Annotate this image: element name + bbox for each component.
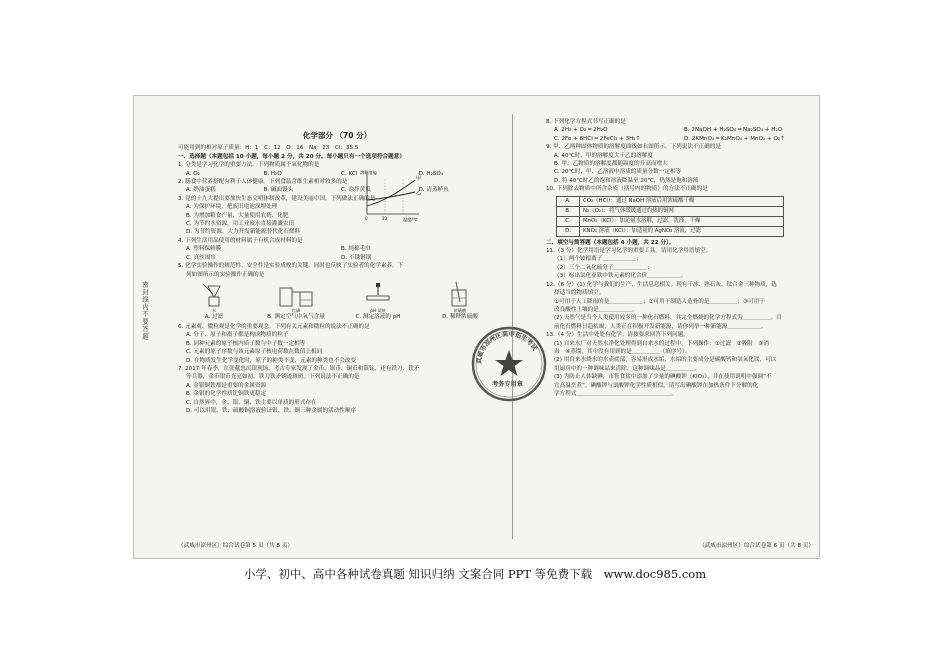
table-option-method: MnO₂（KCl）：加足量水溶解，过滤，洗涤，干燥 bbox=[580, 216, 784, 226]
lab-figure-label: C. 测定溶液的 pH bbox=[355, 313, 401, 320]
question-line: C. 为节约水资源，用工业废水直接灌溉农田 bbox=[186, 221, 295, 228]
lab-figure-note: 浓硫酸 bbox=[453, 307, 467, 313]
question-line: (1) 自来水厂对天然水净化处理得到自来水的过程中，下列操作：①过滤 ②吸附 ③消 bbox=[554, 340, 769, 347]
answer-option: A. 2H₂ + O₂ ═ 2H₂O bbox=[554, 127, 608, 134]
answer-option: C. 2Fe + 6HCl ═ 2FeCl₃ + 3H₂↑ bbox=[554, 135, 641, 142]
answer-option: C. 真丝围巾 bbox=[186, 254, 216, 261]
question-line: 学方程式＿＿＿＿＿＿＿＿＿＿＿＿＿＿＿＿＿。 bbox=[554, 390, 678, 397]
lab-figure-label: D. 稀释浓硫酸 bbox=[442, 313, 478, 320]
question-line: C. 自然界中，金、银、铜、铁主要以单质的形式存在 bbox=[186, 399, 317, 406]
curve-jia bbox=[367, 180, 415, 206]
page6-questions bbox=[546, 118, 814, 398]
question-line: 可能用到的相对原子质量：H：1 C：12 O：16 Na：23 Cl：35.5 bbox=[178, 145, 359, 152]
table-option-method: N₂（O₂）：将气体缓缓通过灼热的铜网 bbox=[580, 206, 784, 216]
answer-options bbox=[546, 135, 814, 143]
lab-operation-figures bbox=[178, 281, 496, 321]
table-option-key: A. bbox=[557, 196, 580, 206]
lab-figure bbox=[260, 282, 332, 321]
graph-xlabel: 温度/℃ bbox=[403, 217, 418, 222]
question-line: (2) 天然气是当今人类使用较多的一种化石燃料，其完全燃烧的化学方程式为＿＿＿＿＿。目 bbox=[554, 315, 782, 322]
page5-footer-text: （武威市凉州区）综合试卷第 5 页（共 8 页） bbox=[178, 542, 293, 549]
page6-footer-text: （武威市凉州区）综合试卷第 6 页（共 8 页） bbox=[699, 542, 814, 549]
answer-option: C. KCl bbox=[341, 170, 358, 177]
lab-figure bbox=[342, 282, 414, 321]
impurity-removal-table bbox=[556, 196, 784, 237]
question-line: A. 为保护环境，把废旧电池深埋处理 bbox=[186, 204, 278, 211]
lab-figure-note: 红磷 bbox=[291, 307, 301, 313]
official-seal-stamp bbox=[469, 324, 549, 404]
page5-questions bbox=[178, 144, 496, 415]
question-line: (3) 为防止人体缺碘，市售食盐中添加了少量的碘酸钾（KIO₃），并在使用说明中强调“不 bbox=[554, 374, 772, 381]
question-line: 2. 膳食中营养搭配有利于人体健康。下列食品含维生素相对较多的是 bbox=[178, 179, 348, 186]
question-line: 用厨房中的一种调味品来清除，这种调味品是＿＿＿＿＿。 bbox=[554, 365, 700, 372]
question-line: B. 金银的化学性质比铜铁更稳定 bbox=[186, 391, 267, 398]
question-line: （2）三个二氧化硫分子＿＿＿＿＿＿； bbox=[554, 264, 653, 271]
question-line: 二、填空与简答题（本题包括 4 小题，共 22 分）。 bbox=[546, 239, 675, 246]
curve-label-2: 乙 bbox=[416, 190, 422, 196]
answer-option: D. 2KMnO₄ ═ K₂MnO₄ + MnO₂ + O₂↑ bbox=[684, 135, 785, 142]
section-title: 化学部分 （70 分） bbox=[302, 131, 372, 140]
table-row bbox=[557, 226, 784, 236]
answer-option: B. 碱面馒头 bbox=[263, 187, 294, 194]
graph-ylabel: 溶解度/g bbox=[360, 170, 377, 175]
answer-option: B. H₂O bbox=[263, 170, 282, 177]
question-line: 等兵器，金币银币光亮如初，铁刀铁矛锈迹斑斑。下列说法不正确的是 bbox=[186, 374, 360, 381]
seal-line-notice: 密封线内不要答题 bbox=[141, 281, 149, 341]
question-line: D. 在物质发生化学变化时，原子的种类不变，元素的种类也不会改变 bbox=[186, 357, 357, 364]
table-option-key: D. bbox=[557, 226, 580, 236]
answer-option: D. 不锈钢锅 bbox=[341, 254, 372, 261]
page5-footer bbox=[178, 542, 496, 550]
question-line: 11.（3 分）化学用语是学习化学的重要工具。请用化学用语填空。 bbox=[546, 248, 712, 255]
table-option-key: C. bbox=[557, 216, 580, 226]
stamp-text: 武威市凉州区高中招生考试 bbox=[475, 330, 539, 365]
page6-footer bbox=[546, 542, 814, 550]
question-line: 毒 ④蒸馏，其中没有用到的是＿＿＿＿＿（填序号）。 bbox=[554, 348, 691, 355]
question-line: B. 为增加粮食产量，大量使用农药、化肥 bbox=[186, 212, 289, 219]
tick-20: 20 bbox=[382, 216, 388, 221]
question-line: A. 分子、原子和离子都是构成物质的粒子 bbox=[186, 332, 289, 339]
answer-options bbox=[178, 186, 496, 194]
question-line: 13.（4 分）生活中处处有化学。请按要求回答下列问题。 bbox=[546, 332, 689, 339]
question-line: (2) 用自来水烧水的水壶底部，容易形成水垢，水垢的主要成分是碳酸钙和氢氧化镁，可以 bbox=[554, 357, 777, 364]
answer-option: D. H₂SO₄ bbox=[418, 170, 444, 177]
exam-page-5 bbox=[178, 96, 496, 558]
answer-option: A. O₂ bbox=[186, 170, 200, 177]
question-line: 10. 下列除去物质中所含杂质（括号内的物质）的方法不正确的是 bbox=[546, 186, 708, 193]
lab-figure-note: 水 bbox=[211, 307, 217, 313]
question-line: 前化石燃料日趋枯竭，人类正在积极开发新能源，请你列举一种新能源＿＿＿＿＿＿。 bbox=[554, 323, 767, 330]
question-line: A. 40℃时，甲的溶解度大于乙的溶解度 bbox=[554, 152, 653, 159]
question-line: 一、选择题（本题包括 10 小题，每小题 2 分，共 20 分。每小题只有一个选项符合题意） bbox=[178, 153, 405, 160]
table-option-key: B. bbox=[557, 206, 580, 216]
download-watermark: 小学、初中、高中各种试卷真题 知识归纳 文案合同 PPT 等免费下载 www.doc985.com bbox=[243, 567, 707, 581]
question-line: A. 金银铜铁都是重要的金属资源 bbox=[186, 382, 267, 389]
question-line: 7. 2017 年春季，在张献忠沉银现场，考古专家发现了金币、银币、铜币和银锭，还有铁刀、铁矛 bbox=[178, 365, 420, 372]
lab-figure-note: pH 试纸 bbox=[370, 307, 386, 313]
table-row bbox=[557, 216, 784, 226]
question-line: 宜高温烹煮”。碘酸钾与氯酸钾化学性质相似，请写出碘酸钾在加热条件下分解的化 bbox=[554, 382, 759, 389]
question-line: ①可用于人工降雨的是＿＿＿＿＿＿；②可用于制造人造骨的是＿＿＿＿＿；③可用于 bbox=[554, 298, 765, 305]
lab-figure bbox=[178, 282, 250, 321]
question-line: 12.（6 分）(1) 化学与我们的生产、生活息息相关。现有干冰、熟石灰、钛合金三种物质，选 bbox=[546, 281, 777, 288]
curve-label-1: 甲 bbox=[416, 176, 422, 182]
solubility-curve-graph bbox=[359, 168, 425, 222]
lab-figure bbox=[424, 282, 496, 321]
answer-options bbox=[178, 254, 496, 262]
lab-figure-label: B. 测定空气中氧气含量 bbox=[267, 313, 325, 320]
scanned-exam-sheet bbox=[133, 95, 820, 559]
question-line: 4. 下列生活用品使用的材料属于有机合成材料的是 bbox=[178, 237, 303, 244]
answer-option: A. 奶油蛋糕 bbox=[186, 187, 216, 194]
answer-option: A. 塑料保鲜膜 bbox=[186, 246, 222, 253]
exam-page-6 bbox=[546, 96, 814, 558]
answer-option: C. 凉拌黄瓜 bbox=[341, 187, 371, 194]
tick-0: 0 bbox=[365, 216, 368, 221]
question-line: 列如图所示的实验操作正确的是 bbox=[186, 271, 265, 278]
question-line: （3）标出氯化亚铁中铁元素的化合价＿＿＿＿＿＿。 bbox=[554, 273, 687, 280]
lab-figure-label: A. 过滤 bbox=[204, 313, 224, 320]
question-line: 择适当的物质填空。 bbox=[554, 290, 605, 297]
question-line: C. 20℃时，甲、乙溶液中溶质的质量分数一定相等 bbox=[554, 169, 682, 176]
question-line: B. 甲、乙物质的溶解度都随温度的升高而增大 bbox=[554, 161, 668, 168]
question-line: D. 可以用银、铁、硫酸铜溶液验证银、铁、铜三种金属的活动性顺序 bbox=[186, 407, 357, 414]
question-line: B. 同种元素的原子核内质子数与中子数一定相等 bbox=[186, 340, 306, 347]
question-line: 改良酸性土壤的是＿＿＿＿＿＿。 bbox=[554, 306, 638, 313]
answer-option: D. 清蒸鲈鱼 bbox=[418, 187, 449, 194]
question-line: D. 将 40℃时乙的饱和溶液降温至 20℃，仍然是饱和溶液 bbox=[554, 177, 699, 184]
question-line: 5. 化学实验操作的规范性、安全性是实验成败的关键，同时也反映了实验者的化学素养。下 bbox=[178, 263, 404, 270]
svg-text:考务专用章: 考务专用章 bbox=[492, 381, 523, 388]
question-line: D. 为节约资源，大力开发新能源替代化石燃料 bbox=[186, 229, 301, 236]
question-line: （1）两个铵根离子＿＿＿＿＿＿； bbox=[554, 256, 642, 263]
question-line: 8. 下列化学方程式书写正确的是 bbox=[546, 119, 626, 125]
question-line: 6. 元素观、微粒观是化学的重要观念。下列有关元素和微粒的说法不正确的是 bbox=[178, 323, 370, 330]
table-row bbox=[557, 196, 784, 206]
table-row bbox=[557, 206, 784, 216]
answer-options bbox=[178, 245, 496, 253]
table-option-method: CO₂（HCl）：通过 NaOH 溶液后用浓硫酸干燥 bbox=[580, 196, 784, 206]
answer-options bbox=[178, 170, 496, 178]
question-line: 1. 分类是学习化学的重要方法。下列物质属于氧化物的是 bbox=[178, 162, 320, 169]
question-line: C. 元素的原子序数与该元素原子核电荷数在数值上相同 bbox=[186, 349, 323, 356]
question-line: 3. 党的十九大提出要加快生态文明体制改革，建设美丽中国。下列做法正确的是 bbox=[178, 195, 376, 202]
answer-options bbox=[546, 126, 814, 134]
answer-option: B. 2NaOH + H₂SO₄ ═ Na₂SO₄ + H₂O bbox=[684, 127, 783, 134]
question-line: 9. 甲、乙两种固体物质的溶解度曲线如右图所示。下列说法不正确的是 bbox=[546, 144, 721, 151]
answer-option: B. 纯棉毛巾 bbox=[341, 246, 371, 253]
table-option-method: KNO₃ 溶液（KCl）：加适量的 AgNO₃ 溶液，过滤 bbox=[580, 226, 784, 236]
